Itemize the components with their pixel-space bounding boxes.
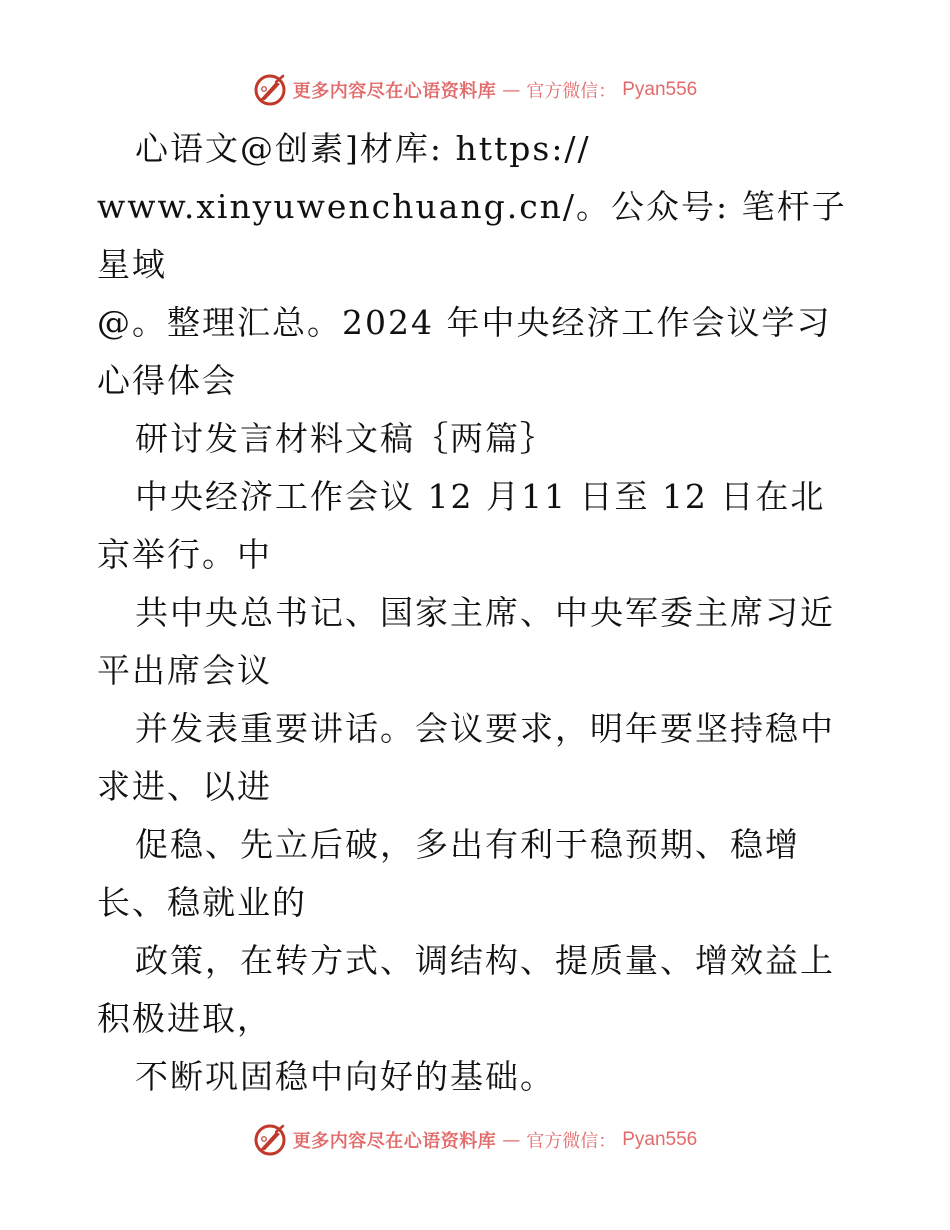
paragraph-body: 中央经济工作会议 12 月11 日至 12 日在北京举行。中 [97,477,826,574]
header-banner [0,68,950,112]
paragraph-title-line: @。整理汇总。2024 年中央经济工作会议学习心得体会 [97,303,832,400]
brush-quill-circle-icon [253,1123,287,1157]
footer-banner [0,1118,950,1162]
paragraph-body: 促稳、先立后破，多出有利于稳预期、稳增长、稳就业的 [97,825,800,922]
brush-quill-circle-icon [253,73,287,107]
paragraph-body: 共中央总书记、国家主席、中央军委主席习近平出席会议 [97,593,835,690]
document-body [97,120,857,1106]
banner-main-text: 更多内容尽在心语资料库 [292,81,497,102]
banner-sub-text: 官方微信： [526,81,617,102]
paragraph-source-line: 心语文@创素]材库: https:// [135,129,591,168]
banner-separator: — [502,79,521,101]
banner-separator: — [502,1129,521,1151]
paragraph-url-line: www.xinyuwenchuang.cn/。公众号: 笔杆子星域 [97,187,847,284]
paragraph-body: 不断巩固稳中向好的基础。 [135,1057,555,1096]
banner-wechat-handle: Pyan556 [622,1129,698,1150]
banner-sub-text: 官方微信： [526,1131,617,1152]
paragraph-subtitle: 研讨发言材料文稿｛两篇｝ [135,419,555,458]
paragraph-body: 政策，在转方式、调结构、提质量、增效益上积极进取， [97,941,835,1038]
paragraph-body: 并发表重要讲话。会议要求，明年要坚持稳中求进、以进 [97,709,835,806]
banner-wechat-handle: Pyan556 [622,79,698,100]
banner-main-text: 更多内容尽在心语资料库 [292,1131,497,1152]
